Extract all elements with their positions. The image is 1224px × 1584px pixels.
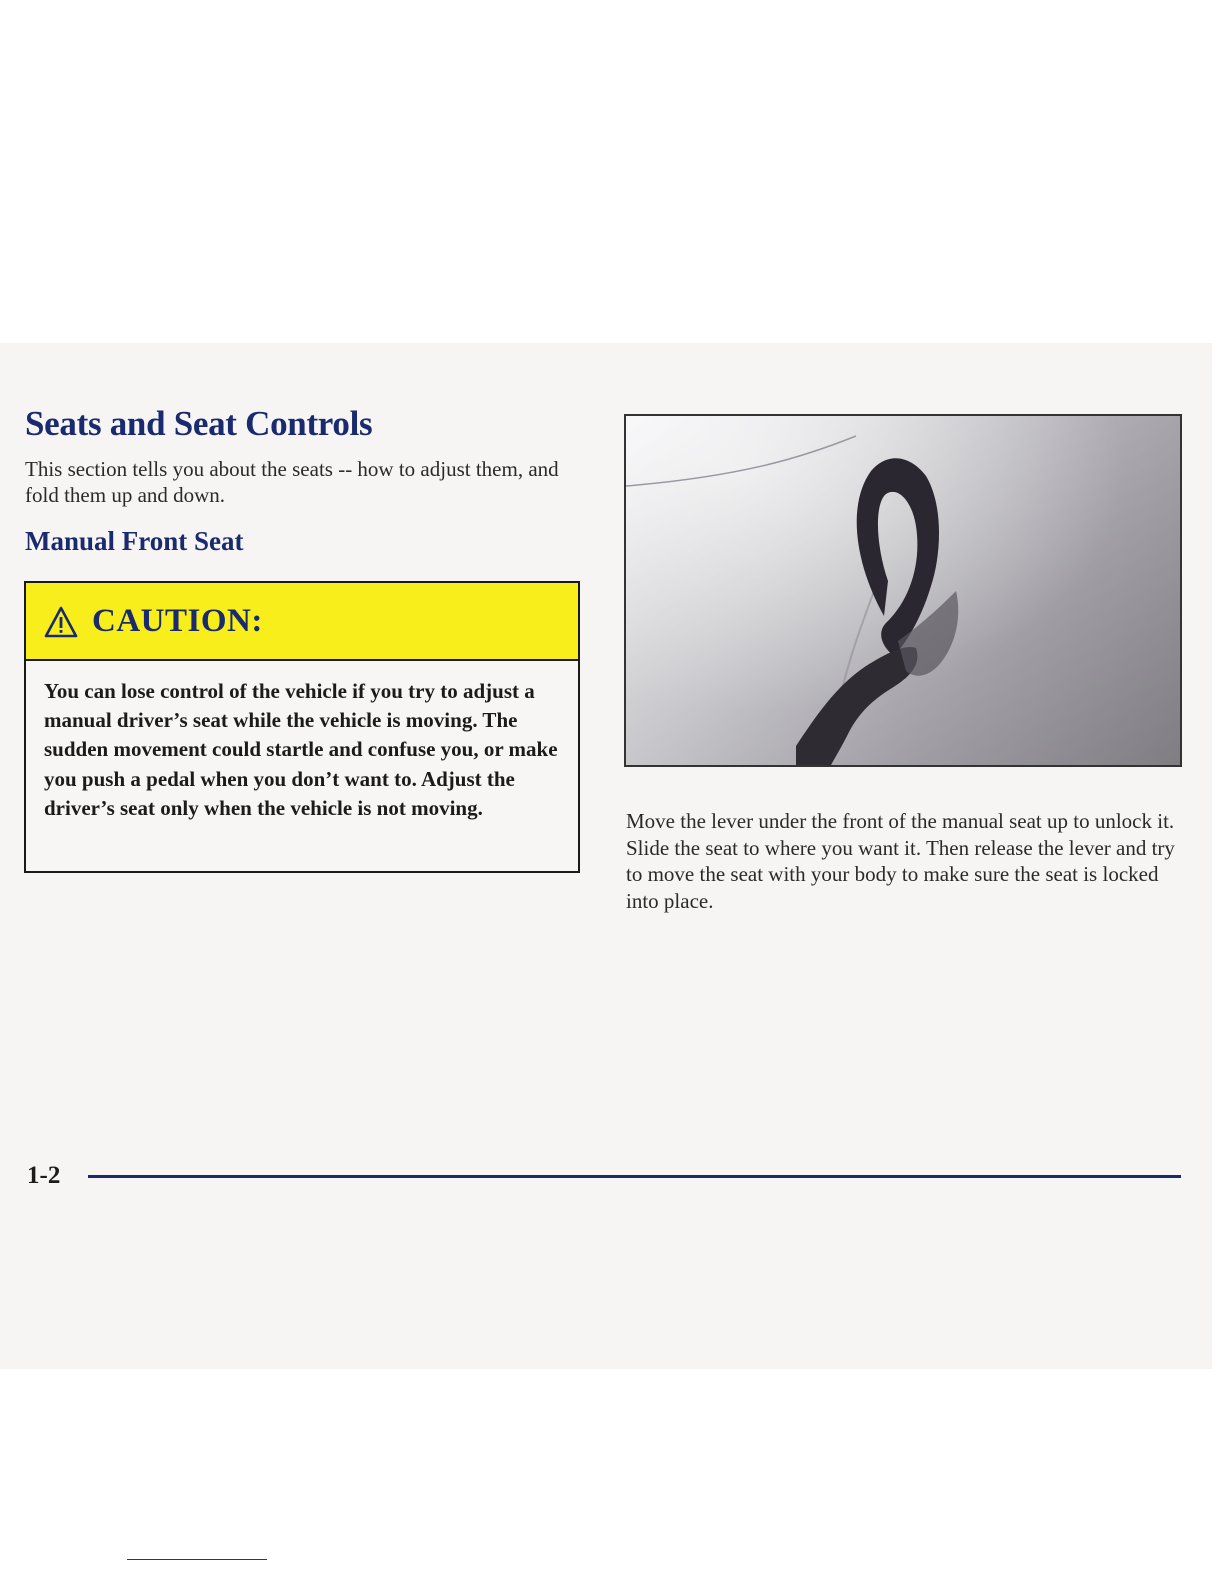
caution-header: [26, 583, 578, 661]
footer-rule: [88, 1175, 1181, 1178]
caution-text: You can lose control of the vehicle if you try to adjust a manual driver’s seat while the vehicle is moving. The sudden movement could startle and confuse you, or make you push a pedal when you don’t want to. Adjust the driver’s seat only when the vehicle is not moving.: [44, 679, 558, 820]
section-title: Seats and Seat Controls: [25, 404, 373, 443]
caution-box: [24, 581, 580, 873]
intro-paragraph: This section tells you about the seats -- how to adjust them, and fold them up and down.: [25, 457, 559, 507]
subsection-title: Manual Front Seat: [25, 526, 244, 556]
bottom-rule: [127, 1559, 267, 1560]
page-number: 1-2: [27, 1162, 61, 1189]
warning-triangle-icon: [44, 606, 78, 638]
caution-label: CAUTION:: [92, 602, 263, 639]
seat-adjuster-lever-photo: [624, 414, 1182, 767]
instruction-paragraph: Move the lever under the front of the manual seat up to unlock it. Slide the seat to where you want it. Then release the lever and try to move the seat with your body to make sure the seat is locked into place.: [626, 809, 1175, 913]
